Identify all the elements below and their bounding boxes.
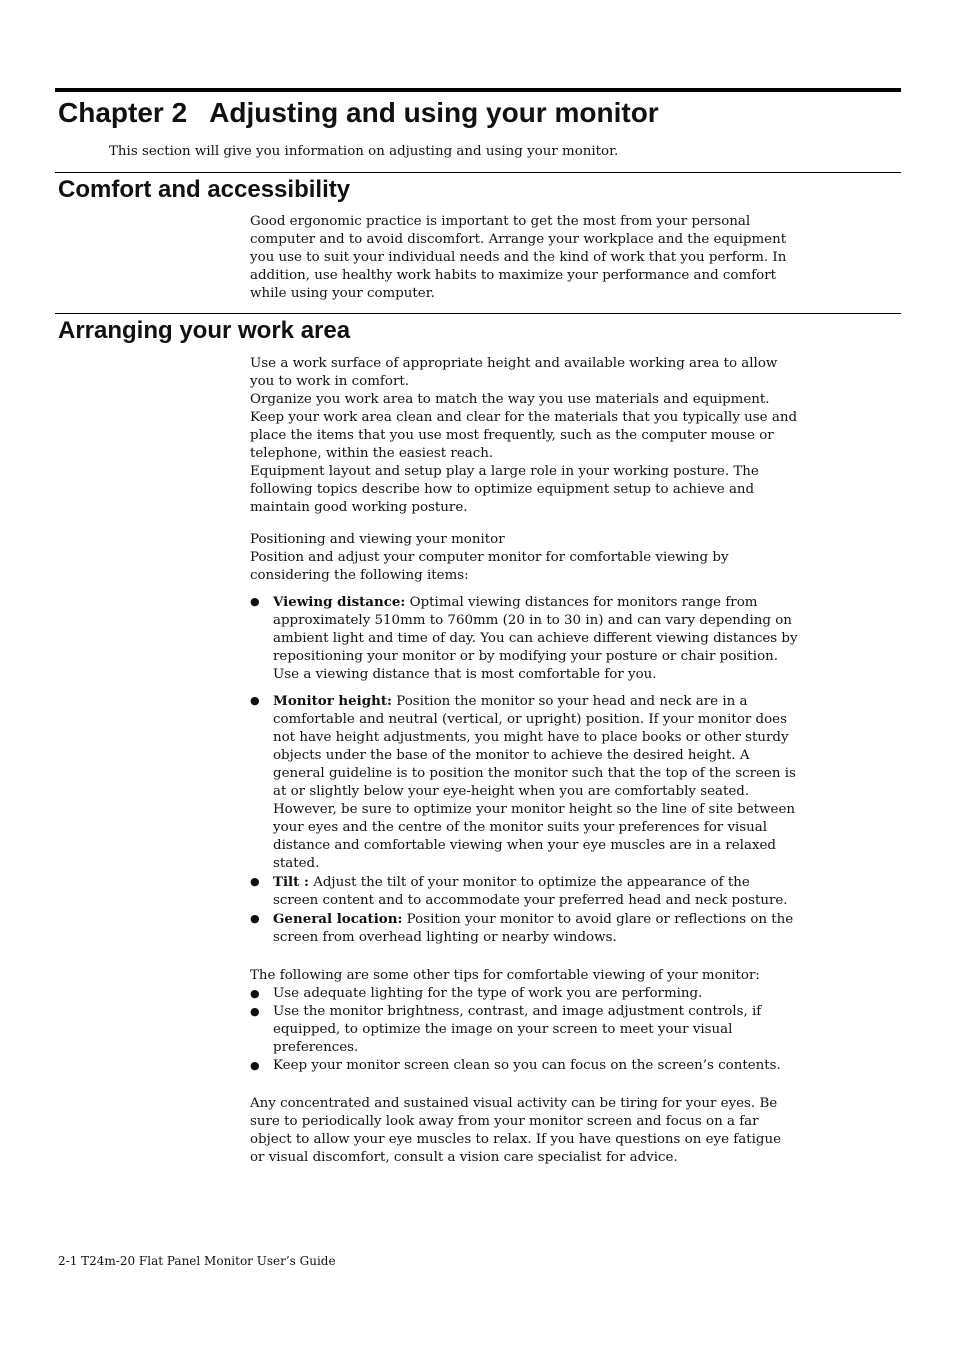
item-text: Adjust the tilt of your monitor to optimize the appearance of the screen content and to accommodate your preferred head and neck posture. bbox=[273, 875, 788, 908]
tips-intro: The following are some other tips for comfortable viewing of your monitor: bbox=[250, 968, 760, 983]
item-term: General location: bbox=[273, 911, 403, 927]
arranging-paragraph-2: Organize you work area to match the way you use materials and equipment. Keep your work area clean and clear for the materials that you typically use and place the items that you use most frequently, such as the computer mouse or telephone, within the easiest reach. bbox=[250, 392, 798, 461]
positioning-intro: Position and adjust your computer monitor for comfortable viewing by considering the following items: bbox=[250, 550, 729, 583]
bullet-icon: ● bbox=[250, 912, 260, 925]
tip-text: Use the monitor brightness, contrast, and image adjustment controls, if equipped, to optimize the image on your screen to meet your visual preferences. bbox=[273, 1004, 762, 1055]
section-rule-comfort bbox=[55, 172, 901, 173]
list-item bbox=[250, 692, 798, 873]
item-text: Position your monitor to avoid glare or reflections on the screen from overhead lighting or nearby windows. bbox=[273, 912, 794, 945]
section-heading-arranging: Arranging your work area bbox=[58, 317, 351, 344]
list-item bbox=[250, 873, 798, 910]
tip-text: Use adequate lighting for the type of work you are performing. bbox=[273, 986, 703, 1001]
item-term: Monitor height: bbox=[273, 693, 392, 709]
section-heading-comfort: Comfort and accessibility bbox=[58, 176, 351, 203]
tip-text: Keep your monitor screen clean so you can focus on the screen’s contents. bbox=[273, 1058, 781, 1073]
list-item bbox=[250, 1057, 798, 1075]
comfort-paragraph: Good ergonomic practice is important to get the most from your personal computer and to avoid discomfort. Arrange your workplace and the equipment you use to suit your individual needs and the kind of work that you perform. In addition, use healthy work habits to maximize your performance and comfort while using your computer. bbox=[250, 214, 787, 301]
chapter-number: Chapter 2 bbox=[58, 97, 188, 128]
item-text: Position the monitor so your head and neck are in a comfortable and neutral (vertical, or upright) position. If your monitor does not have height adjustments, you might have to place books or other sturdy objects under the base of the monitor to achieve the desired height. A general guideline is to position the monitor such that the top of the screen is at or slightly below your eye-height when you are comfortably seated. However, be sure to optimize your monitor height so the line of site between your eyes and the centre of the monitor suits your preferences for visual distance and comfortable viewing when your eye muscles are in a relaxed stated. bbox=[273, 694, 796, 871]
arranging-paragraph-3: Equipment layout and setup play a large role in your working posture. The following topics describe how to optimize equipment setup to achieve and maintain good working posture. bbox=[250, 464, 759, 515]
bullet-icon: ● bbox=[250, 694, 260, 707]
closing-paragraph: Any concentrated and sustained visual activity can be tiring for your eyes. Be sure to periodically look away from your monitor screen and focus on a far object to allow your eye muscles to relax. If you have questions on eye fatigue or visual discomfort, consult a vision care specialist for advice. bbox=[250, 1096, 782, 1165]
bullet-icon: ● bbox=[250, 1005, 260, 1018]
chapter-top-rule bbox=[55, 88, 901, 92]
section-rule-arranging bbox=[55, 313, 901, 314]
list-item bbox=[250, 593, 798, 684]
page-footer: 2-1 T24m-20 Flat Panel Monitor User’s Guide bbox=[58, 1254, 336, 1268]
list-item bbox=[250, 1003, 798, 1057]
list-item bbox=[250, 985, 798, 1003]
bullet-icon: ● bbox=[250, 595, 260, 608]
list-item bbox=[250, 910, 798, 947]
tips-list bbox=[250, 985, 798, 1075]
item-text: Optimal viewing distances for monitors range from approximately 510mm to 760mm (20 in to 30 in) and can vary depending on ambient light and time of day. You can achieve different viewing distances by repositioning your monitor or by modifying your posture or chair position. Use a viewing distance that is most comfortable for you. bbox=[273, 595, 798, 682]
chapter-title-text: Adjusting and using your monitor bbox=[209, 97, 659, 128]
item-term: Viewing distance: bbox=[273, 594, 406, 610]
comfort-body bbox=[250, 213, 798, 303]
bullet-icon: ● bbox=[250, 1059, 260, 1072]
arranging-paragraph-1: Use a work surface of appropriate height and available working area to allow you to work in comfort. bbox=[250, 356, 778, 389]
item-term: Tilt : bbox=[273, 874, 309, 890]
bullet-icon: ● bbox=[250, 987, 260, 1000]
positioning-list bbox=[250, 593, 798, 947]
bullet-icon: ● bbox=[250, 875, 260, 888]
chapter-title bbox=[58, 96, 659, 130]
arranging-body bbox=[250, 355, 798, 1167]
positioning-title: Positioning and viewing your monitor bbox=[250, 532, 505, 547]
chapter-intro: This section will give you information on adjusting and using your monitor. bbox=[109, 144, 619, 159]
